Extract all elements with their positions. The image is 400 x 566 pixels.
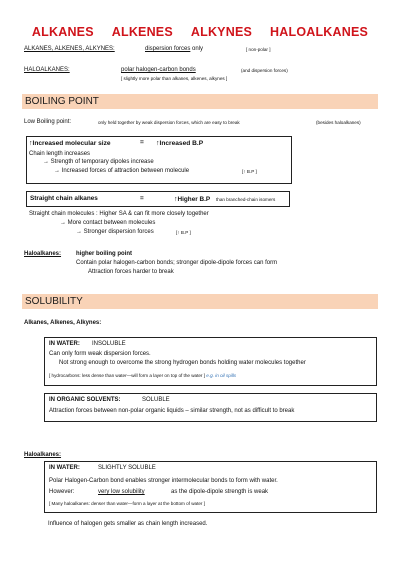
low-bp-label-text: Low Boiling point:: [24, 119, 72, 125]
low-bp-text: only held together by weak dispersion forces, which are easy to break: [98, 120, 240, 125]
halo-bp-line2: Attraction forces harder to break: [88, 269, 174, 275]
box1-head-eq: =: [140, 139, 144, 146]
box1-head-left: [29, 139, 111, 149]
up-arrow-icon: ↑: [29, 140, 33, 147]
box2-head-left: Straight chain alkanes: [30, 195, 98, 202]
intro-polar-bonds: polar halogen-carbon bonds: [121, 67, 196, 73]
intro-label: HALOALKANES:: [24, 67, 70, 73]
box2-head-eq: =: [140, 195, 144, 202]
low-bp-label: [24, 119, 71, 127]
page-title: [0, 24, 400, 40]
title-word: HALOALKANES: [270, 25, 369, 39]
box1-line1: Chain length increases: [29, 151, 91, 157]
water-box-note-text: [ hydrocarbons: less dense than water—will form a layer on top of the water ]: [49, 373, 206, 378]
halo-box-label: IN WATER:: [49, 465, 80, 471]
water-box-line1: Can only form weak dispersion forces.: [49, 351, 151, 357]
intro-forces: [145, 46, 203, 54]
hydrocarbons-subheading: Alkanes, Alkenes, Alkynes:: [24, 320, 102, 326]
haloalkanes-subheading: Haloalkanes:: [24, 452, 62, 458]
only-text: only: [190, 46, 204, 52]
halo-box-state: SLIGHTLY SOLUBLE: [98, 465, 156, 471]
title-word: ALKYNES: [190, 25, 253, 39]
water-box-label: IN WATER:: [49, 341, 80, 347]
up-arrow-icon: ↑: [174, 196, 178, 203]
intro-polar-note: [ slightly more polar than alkanes, alkenes, alkynes ]: [121, 76, 228, 81]
box1-line3: → Increased forces of attraction between molecule: [54, 168, 190, 174]
box2-line1: Straight chain molecules : Higher SA & can fit more closely together: [29, 211, 209, 217]
water-box-state: INSOLUBLE: [92, 341, 126, 347]
up-arrow-icon: ↑: [156, 140, 160, 147]
box1-tag: [↑ B.P ]: [242, 169, 257, 174]
halo-box-however: However:: [49, 489, 75, 495]
box2-tag: [↑ B.P ]: [176, 230, 191, 235]
halo-bp-head: higher boiling point: [76, 251, 132, 257]
organic-box-state: SOLUBLE: [142, 397, 170, 403]
boiling-point-heading: BOILING POINT: [22, 94, 378, 109]
box1-head-left-text: Increased molecular size: [32, 140, 111, 147]
halo-box-reason: as the dipole-dipole strength is weak: [171, 489, 269, 495]
box1-head-right-text: Increased B.P: [159, 140, 204, 147]
solubility-heading: SOLUBILITY: [22, 294, 378, 309]
title-word: ALKANES: [31, 25, 94, 39]
intro-label: ALKANES, ALKENES, ALKYNES:: [24, 46, 115, 52]
halo-bp-line1: Contain polar halogen-carbon bonds; stronger dipole-dipole forces can form: [76, 260, 278, 266]
intro-nonpolar: [ non-polar ]: [246, 47, 271, 52]
box1-line2: → Strength of temporary dipoles increase: [43, 159, 154, 165]
box1-head-right: [156, 139, 203, 149]
box2-line3: → Stronger dispersion forces: [76, 229, 154, 235]
water-box-line2: Not strong enough to overcome the strong hydrogen bonds holding water molecules together: [59, 360, 306, 366]
halo-box-low-solubility: very low solubility: [98, 489, 145, 495]
low-bp-note: (besides haloalkanes): [316, 120, 361, 125]
halo-bp-label: Haloalkanes:: [24, 251, 62, 257]
water-box-eg: e.g. in oil spills: [206, 373, 237, 378]
box2-line2: → More contact between molecules: [60, 220, 156, 226]
halo-box-line1: Polar Halogen-Carbon bond enables stronger intermolecular bonds to form with water.: [49, 478, 278, 484]
intro-row-haloalkanes: [24, 67, 70, 75]
footer-note: Influence of halogen gets smaller as chain length increased.: [48, 521, 208, 527]
intro-row-hydrocarbons: [24, 46, 115, 54]
organic-box-line1: Attraction forces between non-polar organic liquids – similar strength, not as difficult to break: [49, 408, 295, 414]
organic-box-label: IN ORGANIC SOLVENTS:: [49, 397, 121, 403]
water-box-note: [49, 373, 236, 379]
halo-box-note: [ Many haloalkanes: denser than water—form a layer at the bottom of water ]: [49, 501, 206, 506]
box2-head-note: than branched-chain isomers: [216, 197, 276, 202]
intro-and-dispersion: (and dispersion forces): [241, 68, 288, 73]
title-word: ALKENES: [111, 25, 173, 39]
dispersion-forces-text: dispersion forces: [145, 46, 191, 52]
box2-head-right: [174, 195, 210, 204]
box2-head-right-text: Higher B.P: [177, 196, 211, 203]
